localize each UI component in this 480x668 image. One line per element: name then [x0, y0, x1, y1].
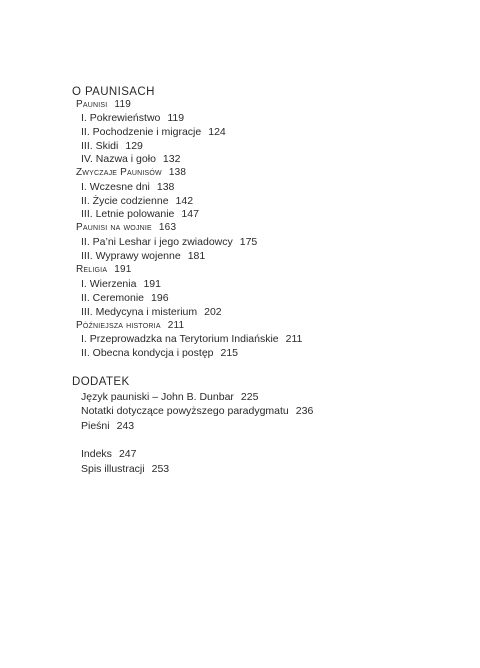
toc-entry[interactable]: I. Przeprowadzka na Terytorium Indiańskie 211 — [81, 333, 303, 345]
page-number: 247 — [118, 448, 137, 460]
page-number: 142 — [175, 195, 194, 207]
toc-entry[interactable]: III. Letnie polowanie 147 — [81, 208, 199, 220]
section-heading[interactable]: Paunisi na wojnie 163 — [76, 222, 177, 233]
page-number: 181 — [187, 250, 206, 262]
section-heading[interactable]: Religia 191 — [76, 264, 132, 275]
section-heading[interactable]: Paunisi 119 — [76, 99, 131, 110]
page-number: 132 — [162, 153, 181, 165]
page-number: 119 — [114, 99, 131, 110]
toc-entry[interactable]: III. Skidi 129 — [81, 140, 143, 152]
toc-entry[interactable]: III. Medycyna i misterium 202 — [81, 306, 222, 318]
toc-entry[interactable]: II. Pochodzenie i migracje 124 — [81, 126, 226, 138]
toc-entry[interactable]: II. Życie codzienne 142 — [81, 195, 194, 207]
toc-entry[interactable]: IV. Nazwa i goło 132 — [81, 153, 181, 165]
part-title: DODATEK — [72, 376, 130, 388]
page-number: 163 — [158, 222, 177, 233]
page-number: 211 — [167, 320, 185, 331]
page-number: 202 — [204, 306, 222, 318]
page-number: 147 — [181, 208, 199, 220]
page-number: 138 — [168, 167, 187, 178]
toc-entry[interactable]: II. Obecna kondycja i postęp 215 — [81, 347, 239, 359]
toc-entry[interactable]: I. Wczesne dni 138 — [81, 181, 175, 193]
toc-entry[interactable]: III. Wyprawy wojenne 181 — [81, 250, 206, 262]
toc-entry[interactable]: Spis illustracji 253 — [81, 463, 170, 475]
page-number: 225 — [240, 391, 259, 403]
section-heading[interactable]: Zwyczaje Paunisów 138 — [76, 167, 187, 178]
page-number: 236 — [295, 405, 314, 417]
part-heading — [72, 374, 130, 390]
toc-entry[interactable]: II. Pa’ni Leshar i jego zwiadowcy 175 — [81, 236, 258, 248]
toc-entry[interactable]: Notatki dotyczące powyższego paradygmatu 236 — [81, 405, 314, 417]
toc-entry[interactable]: II. Ceremonie 196 — [81, 292, 169, 304]
part-title: O PAUNISACH — [72, 86, 155, 98]
page-number: 138 — [156, 181, 175, 193]
page-number: 191 — [114, 264, 132, 275]
page-number: 124 — [208, 126, 226, 138]
page-number: 253 — [151, 463, 170, 475]
toc-entry[interactable]: I. Pokrewieństwo 119 — [81, 112, 185, 124]
section-heading[interactable]: Późniejsza historia 211 — [76, 320, 185, 331]
page-number: 196 — [151, 292, 169, 304]
toc-entry[interactable]: I. Wierzenia 191 — [81, 278, 161, 290]
page-number: 191 — [143, 278, 161, 290]
page-number: 129 — [125, 140, 143, 152]
page-number: 215 — [220, 347, 239, 359]
toc-entry[interactable]: Pieśni 243 — [81, 420, 135, 432]
page-number: 243 — [116, 420, 135, 432]
page-number: 211 — [285, 333, 303, 345]
toc-entry[interactable]: Język pauniski – John B. Dunbar 225 — [81, 391, 259, 403]
page-number: 119 — [167, 112, 185, 124]
page-number: 175 — [239, 236, 258, 248]
toc-entry[interactable]: Indeks 247 — [81, 448, 137, 460]
